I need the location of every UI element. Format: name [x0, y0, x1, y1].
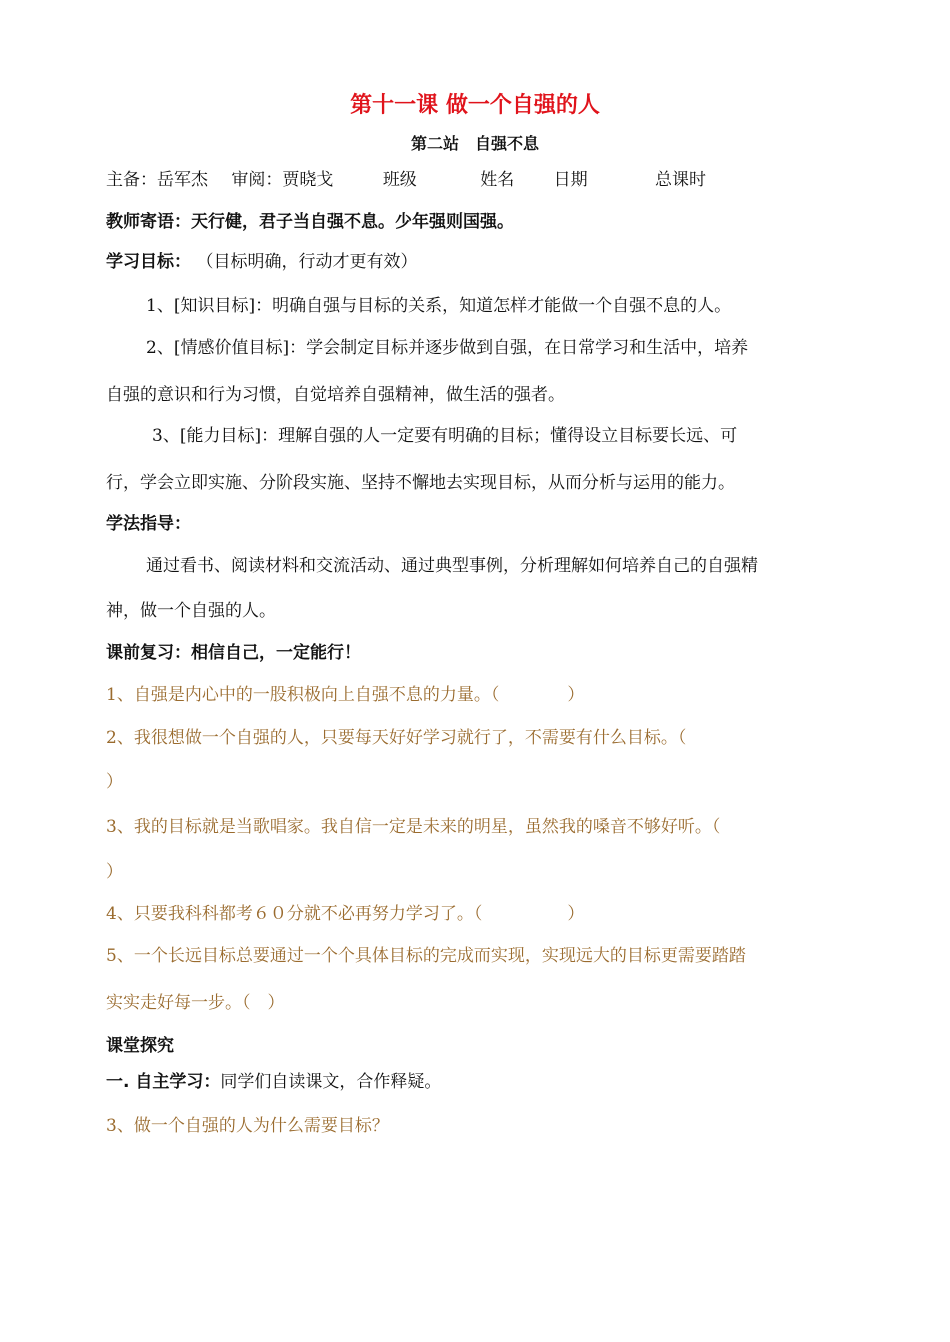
method-text-1: 通过看书、阅读材料和交流活动、通过典型事例，分析理解如何培养自己的自强精	[146, 556, 758, 576]
review-heading: 课前复习：相信自己，一定能行！	[106, 643, 361, 663]
meta-review: 审阅：贾晓戈	[231, 170, 334, 190]
self-study-text: 同学们自读课文，合作释疑。	[220, 1072, 442, 1092]
review-question-3: 3、我的目标就是当歌唱家。我自信一定是未来的明星，虽然我的嗓音不够好听。（	[106, 817, 721, 837]
goals-note: （目标明确，行动才更有效）	[205, 252, 418, 272]
meta-line	[106, 170, 724, 190]
meta-name: 姓名	[480, 170, 515, 190]
goals-heading: 学习目标：	[106, 252, 191, 272]
explore-heading: 课堂探究	[106, 1036, 174, 1056]
goal-ability-2: 行，学会立即实施、分阶段实施、坚持不懈地去实现目标，从而分析与运用的能力。	[106, 473, 735, 493]
page-subtitle: 第二站 自强不息	[410, 134, 539, 153]
self-study-line	[106, 1072, 441, 1092]
review-question-3-end: ）	[106, 862, 123, 882]
goal-knowledge: 1、[知识目标]：明确自强与目标的关系，知道怎样才能做一个自强不息的人。	[146, 296, 732, 316]
goal-emotion-1: 2、[情感价值目标]：学会制定目标并逐步做到自强，在日常学习和生活中，培养	[146, 338, 749, 358]
review-question-2: 2、我很想做一个自强的人，只要每天好好学习就行了，不需要有什么目标。（	[106, 728, 687, 748]
page-title: 第十一课 做一个自强的人	[350, 93, 600, 118]
meta-class: 班级	[382, 170, 417, 190]
review-question-4: 4、只要我科科都考６０分就不必再努力学习了。（ ）	[106, 904, 585, 924]
meta-date: 日期	[553, 170, 588, 190]
review-question-1: 1、自强是内心中的一股积极向上自强不息的力量。（ ）	[106, 685, 585, 705]
explore-question-3: 3、做一个自强的人为什么需要目标？	[106, 1116, 389, 1136]
goal-emotion-2: 自强的意识和行为习惯，自觉培养自强精神，做生活的强者。	[106, 385, 565, 405]
self-study-label: 一. 自主学习：	[106, 1072, 221, 1092]
teacher-message: 教师寄语：天行健，君子当自强不息。少年强则国强。	[106, 212, 514, 232]
goal-ability-1: 3、[能力目标]：理解自强的人一定要有明确的目标；懂得设立目标要长远、可	[152, 426, 738, 446]
review-question-2-end: ）	[106, 772, 123, 792]
goals-line	[106, 252, 418, 272]
review-question-5: 5、一个长远目标总要通过一个个具体目标的完成而实现，实现远大的目标更需要踏踏	[106, 946, 746, 966]
meta-host: 主备：岳军杰	[106, 170, 208, 190]
meta-total: 总课时	[655, 170, 707, 190]
method-text-2: 神，做一个自强的人。	[106, 601, 276, 621]
review-question-5-end: 实实走好每一步。（ ）	[106, 993, 285, 1013]
method-heading: 学法指导：	[106, 514, 191, 534]
